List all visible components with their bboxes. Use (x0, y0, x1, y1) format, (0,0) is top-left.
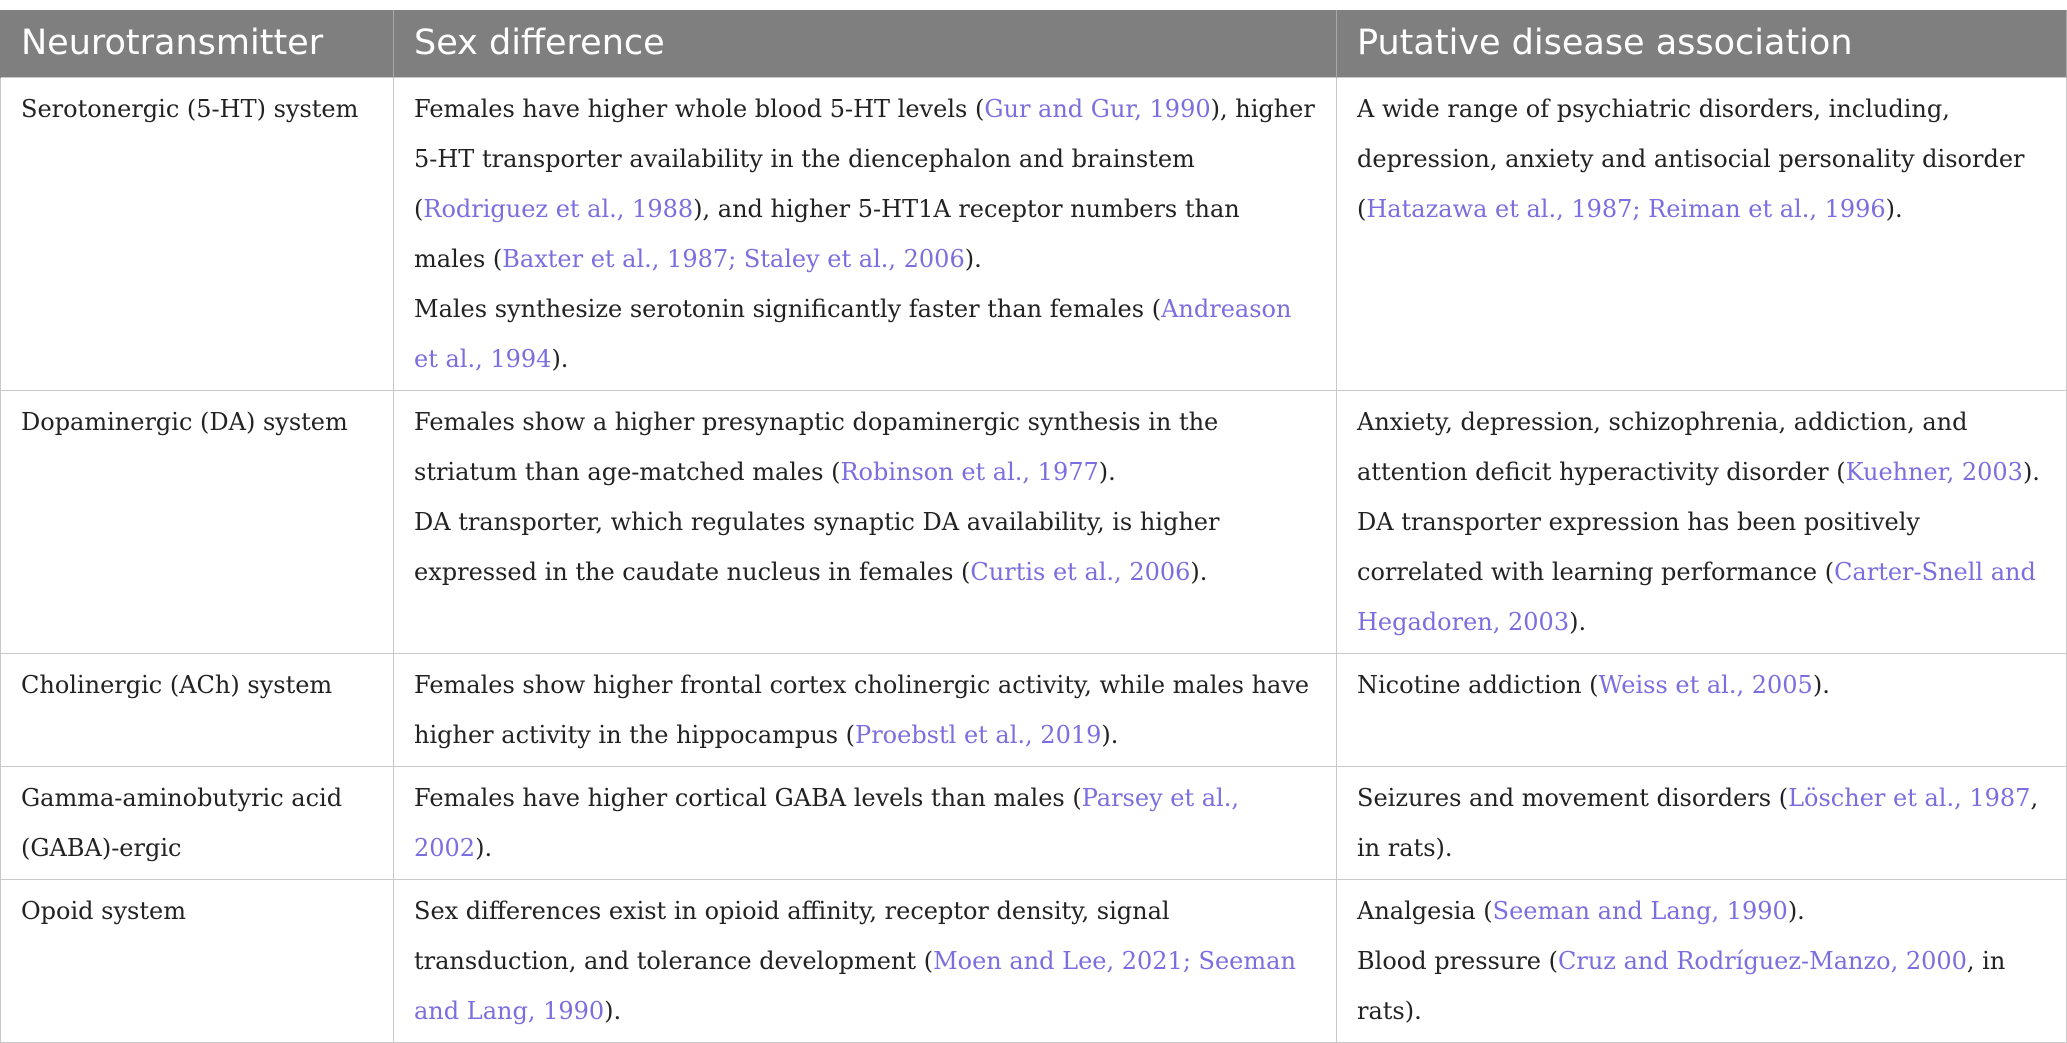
cell-text: ). (1098, 458, 1116, 486)
cell-text: ). (551, 345, 569, 373)
cell-text: Nicotine addiction ( (1357, 671, 1599, 699)
cell-text: Females have higher cortical GABA levels than males ( (414, 784, 1082, 812)
cell-text: Sex differences exist in opioid affinity, receptor density, signal transduction, and tolerance development ( (414, 897, 1170, 975)
cell-text: Females have higher whole blood 5-HT levels ( (414, 95, 985, 123)
cell-disease-association (1337, 391, 2067, 654)
cell-text: Blood pressure ( (1357, 947, 1558, 975)
cell-text: ). (2022, 458, 2040, 486)
cell-text: Males synthesize serotonin significantly faster than females ( (414, 295, 1162, 323)
cell-text: ), and higher 5-HT1A receptor numbers than males ( (414, 195, 1240, 273)
cell-neurotransmitter: Gamma-aminobutyric acid (GABA)-ergic (1, 767, 394, 880)
cell-paragraph (414, 773, 1316, 873)
citation-link[interactable]: Seeman and Lang, 1990 (1492, 897, 1788, 925)
table-row (1, 767, 2067, 880)
cell-neurotransmitter: Dopaminergic (DA) system (1, 391, 394, 654)
cell-paragraph (1357, 397, 2046, 497)
cell-paragraph (414, 397, 1316, 497)
cell-paragraph (414, 886, 1316, 1036)
table-row (1, 654, 2067, 767)
cell-text: ). (1787, 897, 1805, 925)
cell-text: ). (604, 997, 622, 1025)
cell-text: DA transporter, which regulates synaptic DA availability, is higher expressed in the caudate nucleus in females ( (414, 508, 1220, 586)
citation-link[interactable]: Parsey et al., 2002 (414, 784, 1239, 862)
cell-paragraph (414, 84, 1316, 284)
cell-text: ). (1569, 608, 1587, 636)
cell-neurotransmitter: Opoid system (1, 880, 394, 1043)
cell-text: DA transporter expression has been positively correlated with learning performance ( (1357, 508, 1920, 586)
cell-text: ). (475, 834, 493, 862)
citation-link[interactable]: Weiss et al., 2005 (1598, 671, 1813, 699)
table-header (1, 10, 2067, 78)
citation-link[interactable]: Andreason et al., 1994 (414, 295, 1292, 373)
cell-disease-association (1337, 767, 2067, 880)
cell-text: Analgesia ( (1357, 897, 1493, 925)
cell-sex-difference (394, 767, 1337, 880)
cell-neurotransmitter: Serotonergic (5-HT) system (1, 78, 394, 391)
cell-neurotransmitter: Cholinergic (ACh) system (1, 654, 394, 767)
cell-paragraph (414, 497, 1316, 597)
cell-text: Females show a higher presynaptic dopaminergic synthesis in the striatum than age-matched males ( (414, 408, 1219, 486)
cell-text: ). (1885, 195, 1903, 223)
cell-paragraph (1357, 660, 2046, 710)
cell-disease-association (1337, 78, 2067, 391)
citation-link[interactable]: Hatazawa et al., 1987; Reiman et al., 1996 (1366, 195, 1886, 223)
citation-link[interactable]: Baxter et al., 1987; Staley et al., 2006 (502, 245, 965, 273)
cell-text: , in rats). (1357, 947, 2006, 1025)
cell-text: ). (964, 245, 982, 273)
citation-link[interactable]: Kuehner, 2003 (1845, 458, 2023, 486)
table-row (1, 78, 2067, 391)
cell-text: Seizures and movement disorders ( (1357, 784, 1789, 812)
citation-link[interactable]: Curtis et al., 2006 (970, 558, 1191, 586)
cell-text: ). (1812, 671, 1830, 699)
table-row (1, 880, 2067, 1043)
cell-text: , in rats). (1357, 784, 2039, 862)
citation-link[interactable]: Cruz and Rodríguez-Manzo, 2000 (1558, 947, 1967, 975)
cell-text: ). (1101, 721, 1119, 749)
header-neurotransmitter: Neurotransmitter (1, 10, 394, 78)
cell-paragraph (1357, 773, 2046, 873)
cell-paragraph (1357, 886, 2046, 936)
cell-disease-association (1337, 880, 2067, 1043)
cell-sex-difference (394, 78, 1337, 391)
citation-link[interactable]: Moen and Lee, 2021; Seeman and Lang, 1990 (414, 947, 1296, 1025)
cell-sex-difference (394, 654, 1337, 767)
cell-text: Anxiety, depression, schizophrenia, addiction, and attention deficit hyperactivity disorder ( (1357, 408, 1968, 486)
cell-sex-difference (394, 391, 1337, 654)
cell-paragraph (1357, 84, 2046, 234)
cell-text: Females show higher frontal cortex cholinergic activity, while males have higher activity in the hippocampus ( (414, 671, 1310, 749)
cell-paragraph (414, 660, 1316, 760)
neurotransmitter-table (0, 10, 2067, 1043)
cell-sex-difference (394, 880, 1337, 1043)
citation-link[interactable]: Gur and Gur, 1990 (984, 95, 1211, 123)
cell-text: ), higher 5-HT transporter availability in the diencephalon and brainstem ( (414, 95, 1315, 223)
cell-paragraph (1357, 936, 2046, 1036)
cell-paragraph (1357, 497, 2046, 647)
table-body (1, 78, 2067, 1043)
header-disease-association: Putative disease association (1337, 10, 2067, 78)
cell-paragraph (414, 284, 1316, 384)
citation-link[interactable]: Rodriguez et al., 1988 (423, 195, 694, 223)
header-sex-difference: Sex difference (394, 10, 1337, 78)
citation-link[interactable]: Carter-Snell and Hegadoren, 2003 (1357, 558, 2036, 636)
header-row (1, 10, 2067, 78)
citation-link[interactable]: Proebstl et al., 2019 (855, 721, 1102, 749)
citation-link[interactable]: Robinson et al., 1977 (840, 458, 1099, 486)
table-row (1, 391, 2067, 654)
cell-disease-association (1337, 654, 2067, 767)
citation-link[interactable]: Löscher et al., 1987 (1788, 784, 2031, 812)
cell-text: A wide range of psychiatric disorders, including, depression, anxiety and antisocial personality disorder ( (1357, 95, 2025, 223)
cell-text: ). (1190, 558, 1208, 586)
